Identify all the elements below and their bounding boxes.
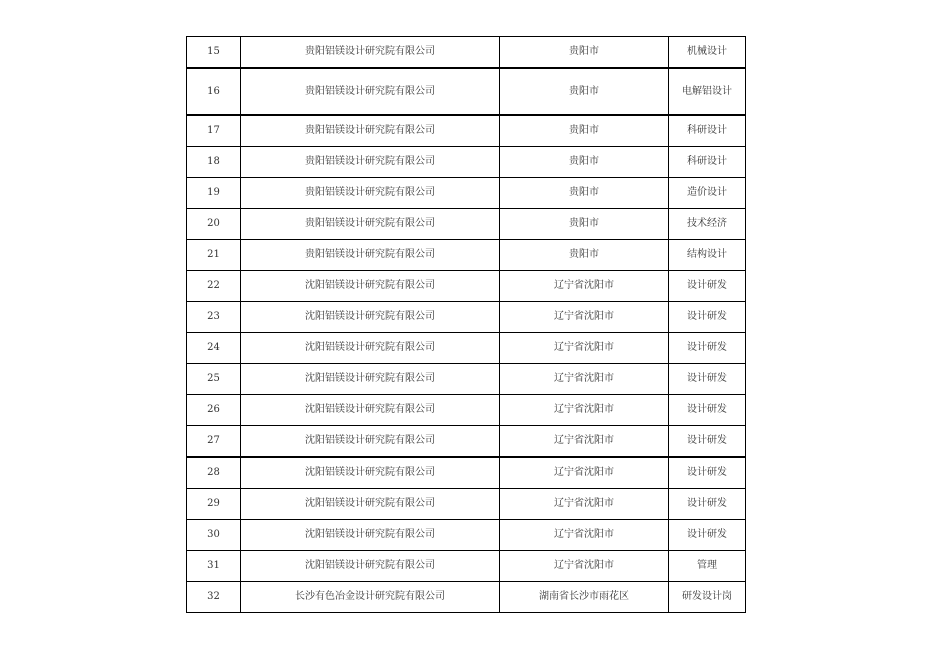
- row-number-cell: 15: [187, 37, 241, 69]
- row-number-cell: 20: [187, 209, 241, 240]
- company-cell: 贵阳铝镁设计研究院有限公司: [241, 68, 500, 115]
- table-row: [187, 489, 746, 520]
- location-cell: 贵阳市: [500, 209, 669, 240]
- company-cell: 沈阳铝镁设计研究院有限公司: [241, 457, 500, 489]
- table-row: [187, 178, 746, 209]
- table-row: [187, 551, 746, 582]
- role-cell: 设计研发: [669, 426, 746, 458]
- table-row: [187, 68, 746, 115]
- company-cell: 沈阳铝镁设计研究院有限公司: [241, 364, 500, 395]
- row-number-cell: 21: [187, 240, 241, 271]
- company-cell: 沈阳铝镁设计研究院有限公司: [241, 426, 500, 458]
- role-cell: 设计研发: [669, 302, 746, 333]
- location-cell: 辽宁省沈阳市: [500, 395, 669, 426]
- table-row: [187, 520, 746, 551]
- company-cell: 贵阳铝镁设计研究院有限公司: [241, 209, 500, 240]
- row-number-cell: 30: [187, 520, 241, 551]
- table-row: [187, 37, 746, 69]
- company-cell: 沈阳铝镁设计研究院有限公司: [241, 489, 500, 520]
- row-number-cell: 24: [187, 333, 241, 364]
- table-row: [187, 364, 746, 395]
- company-cell: 贵阳铝镁设计研究院有限公司: [241, 147, 500, 178]
- company-cell: 沈阳铝镁设计研究院有限公司: [241, 271, 500, 302]
- row-number-cell: 16: [187, 68, 241, 115]
- location-cell: 辽宁省沈阳市: [500, 302, 669, 333]
- row-number-cell: 26: [187, 395, 241, 426]
- table-row: [187, 115, 746, 147]
- table-row: [187, 147, 746, 178]
- row-number-cell: 18: [187, 147, 241, 178]
- location-cell: 辽宁省沈阳市: [500, 364, 669, 395]
- spreadsheet-page: [186, 36, 745, 613]
- location-cell: 辽宁省沈阳市: [500, 333, 669, 364]
- role-cell: 管理: [669, 551, 746, 582]
- table-row: [187, 271, 746, 302]
- location-cell: 辽宁省沈阳市: [500, 426, 669, 458]
- location-cell: 辽宁省沈阳市: [500, 551, 669, 582]
- row-number-cell: 32: [187, 582, 241, 613]
- company-cell: 沈阳铝镁设计研究院有限公司: [241, 520, 500, 551]
- table-row: [187, 457, 746, 489]
- company-cell: 沈阳铝镁设计研究院有限公司: [241, 302, 500, 333]
- company-cell: 长沙有色冶金设计研究院有限公司: [241, 582, 500, 613]
- table-row: [187, 395, 746, 426]
- role-cell: 设计研发: [669, 489, 746, 520]
- role-cell: 结构设计: [669, 240, 746, 271]
- location-cell: 湖南省长沙市雨花区: [500, 582, 669, 613]
- table-row: [187, 209, 746, 240]
- location-cell: 贵阳市: [500, 178, 669, 209]
- location-cell: 辽宁省沈阳市: [500, 457, 669, 489]
- job-listing-table: [186, 36, 746, 613]
- location-cell: 贵阳市: [500, 240, 669, 271]
- location-cell: 辽宁省沈阳市: [500, 520, 669, 551]
- role-cell: 科研设计: [669, 147, 746, 178]
- role-cell: 设计研发: [669, 364, 746, 395]
- table-row: [187, 302, 746, 333]
- location-cell: 贵阳市: [500, 37, 669, 69]
- role-cell: 设计研发: [669, 457, 746, 489]
- row-number-cell: 19: [187, 178, 241, 209]
- row-number-cell: 22: [187, 271, 241, 302]
- role-cell: 设计研发: [669, 520, 746, 551]
- role-cell: 设计研发: [669, 271, 746, 302]
- row-number-cell: 17: [187, 115, 241, 147]
- company-cell: 沈阳铝镁设计研究院有限公司: [241, 333, 500, 364]
- location-cell: 贵阳市: [500, 68, 669, 115]
- company-cell: 沈阳铝镁设计研究院有限公司: [241, 551, 500, 582]
- role-cell: 科研设计: [669, 115, 746, 147]
- role-cell: 机械设计: [669, 37, 746, 69]
- role-cell: 电解铝设计: [669, 68, 746, 115]
- role-cell: 设计研发: [669, 333, 746, 364]
- row-number-cell: 25: [187, 364, 241, 395]
- location-cell: 贵阳市: [500, 115, 669, 147]
- location-cell: 辽宁省沈阳市: [500, 271, 669, 302]
- role-cell: 设计研发: [669, 395, 746, 426]
- row-number-cell: 27: [187, 426, 241, 458]
- role-cell: 造价设计: [669, 178, 746, 209]
- table-row: [187, 240, 746, 271]
- row-number-cell: 29: [187, 489, 241, 520]
- table-row: [187, 582, 746, 613]
- row-number-cell: 28: [187, 457, 241, 489]
- table-row: [187, 333, 746, 364]
- company-cell: 贵阳铝镁设计研究院有限公司: [241, 37, 500, 69]
- company-cell: 贵阳铝镁设计研究院有限公司: [241, 240, 500, 271]
- row-number-cell: 23: [187, 302, 241, 333]
- company-cell: 贵阳铝镁设计研究院有限公司: [241, 178, 500, 209]
- location-cell: 贵阳市: [500, 147, 669, 178]
- row-number-cell: 31: [187, 551, 241, 582]
- table-row: [187, 426, 746, 458]
- role-cell: 研发设计岗: [669, 582, 746, 613]
- location-cell: 辽宁省沈阳市: [500, 489, 669, 520]
- company-cell: 贵阳铝镁设计研究院有限公司: [241, 115, 500, 147]
- company-cell: 沈阳铝镁设计研究院有限公司: [241, 395, 500, 426]
- role-cell: 技术经济: [669, 209, 746, 240]
